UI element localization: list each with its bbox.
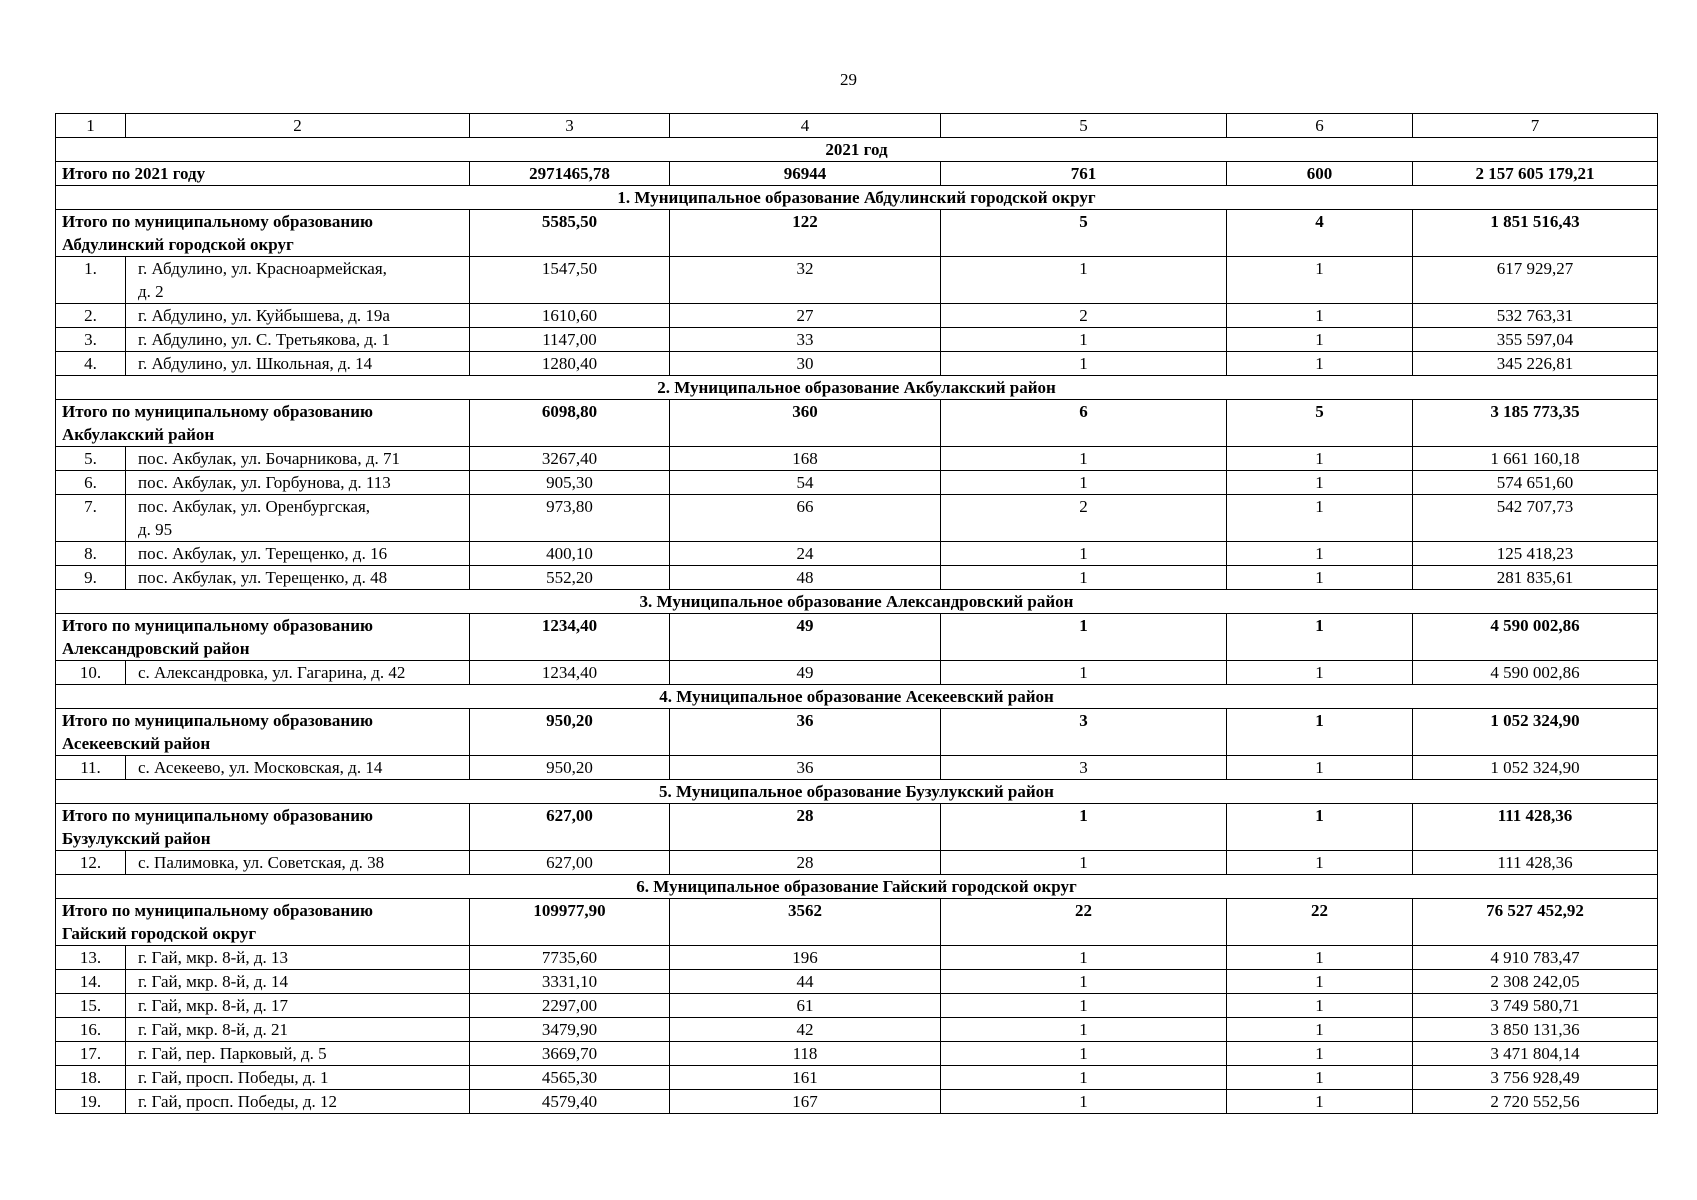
section-title-row (56, 186, 1658, 210)
row-c4: 30 (670, 352, 941, 376)
row-c7: 355 597,04 (1413, 328, 1658, 352)
row-c3: 1280,40 (470, 352, 670, 376)
section-title-row (56, 780, 1658, 804)
row-address (126, 756, 470, 780)
row-address (126, 1066, 470, 1090)
row-c7: 2 720 552,56 (1413, 1090, 1658, 1114)
row-address-line-1: г. Гай, пер. Парковый, д. 5 (138, 1044, 327, 1063)
row-c6: 1 (1227, 447, 1413, 471)
row-c6: 1 (1227, 566, 1413, 590)
section-total-row (56, 899, 1658, 946)
table-row (56, 257, 1658, 304)
row-address (126, 495, 470, 542)
row-number: 1. (56, 257, 126, 304)
row-address-line-1: г. Гай, мкр. 8-й, д. 17 (138, 996, 289, 1015)
row-c3: 7735,60 (470, 946, 670, 970)
row-c4: 118 (670, 1042, 941, 1066)
section-total-c4: 360 (670, 400, 941, 447)
section-total-label (56, 210, 470, 257)
row-number: 14. (56, 970, 126, 994)
section-title-row (56, 376, 1658, 400)
row-c4: 42 (670, 1018, 941, 1042)
row-c7: 617 929,27 (1413, 257, 1658, 304)
section-total-row (56, 400, 1658, 447)
row-number: 16. (56, 1018, 126, 1042)
section-total-c4: 36 (670, 709, 941, 756)
page-number: 29 (840, 70, 857, 89)
row-c5: 1 (941, 328, 1227, 352)
row-number: 18. (56, 1066, 126, 1090)
section-total-label (56, 400, 470, 447)
row-c6: 1 (1227, 257, 1413, 304)
section-total-c6: 22 (1227, 899, 1413, 946)
row-c7: 3 850 131,36 (1413, 1018, 1658, 1042)
row-c3: 3669,70 (470, 1042, 670, 1066)
row-c4: 61 (670, 994, 941, 1018)
row-c7: 345 226,81 (1413, 352, 1658, 376)
section-title: 3. Муниципальное образование Александровский район (56, 590, 1658, 614)
section-total-c4: 28 (670, 804, 941, 851)
row-c6: 1 (1227, 756, 1413, 780)
section-total-label-line-2: Акбулакский район (62, 425, 215, 444)
column-number: 3 (470, 114, 670, 138)
row-address-line-1: пос. Акбулак, ул. Бочарникова, д. 71 (138, 449, 400, 468)
section-total-c7: 1 052 324,90 (1413, 709, 1658, 756)
row-c5: 1 (941, 1066, 1227, 1090)
row-c4: 36 (670, 756, 941, 780)
row-c5: 2 (941, 304, 1227, 328)
row-c6: 1 (1227, 994, 1413, 1018)
row-c7: 3 471 804,14 (1413, 1042, 1658, 1066)
section-total-label-line-1: Итого по муниципальному образованию (62, 402, 373, 421)
row-address (126, 328, 470, 352)
column-number: 4 (670, 114, 941, 138)
row-address (126, 851, 470, 875)
grand-total-c6: 600 (1227, 162, 1413, 186)
column-number-row (56, 114, 1658, 138)
row-address (126, 661, 470, 685)
row-c6: 1 (1227, 542, 1413, 566)
row-c3: 1547,50 (470, 257, 670, 304)
row-address-line-1: с. Асекеево, ул. Московская, д. 14 (138, 758, 383, 777)
row-c4: 48 (670, 566, 941, 590)
row-number: 5. (56, 447, 126, 471)
row-address-line-2: д. 95 (138, 520, 173, 539)
row-c7: 2 308 242,05 (1413, 970, 1658, 994)
section-total-label (56, 804, 470, 851)
section-total-label-line-2: Гайский городской округ (62, 924, 257, 943)
column-number: 1 (56, 114, 126, 138)
table-row (56, 756, 1658, 780)
row-c6: 1 (1227, 970, 1413, 994)
column-number: 5 (941, 114, 1227, 138)
row-c3: 905,30 (470, 471, 670, 495)
section-total-c3: 6098,80 (470, 400, 670, 447)
section-title-row (56, 875, 1658, 899)
row-number: 13. (56, 946, 126, 970)
row-c3: 552,20 (470, 566, 670, 590)
row-address (126, 542, 470, 566)
section-title: 4. Муниципальное образование Асекеевский район (56, 685, 1658, 709)
section-total-c5: 6 (941, 400, 1227, 447)
section-total-row (56, 210, 1658, 257)
table-row (56, 471, 1658, 495)
section-total-c6: 4 (1227, 210, 1413, 257)
grand-total-c7: 2 157 605 179,21 (1413, 162, 1658, 186)
table-row (56, 970, 1658, 994)
row-c7: 281 835,61 (1413, 566, 1658, 590)
section-title-row (56, 590, 1658, 614)
table-row (56, 946, 1658, 970)
section-total-c4: 49 (670, 614, 941, 661)
row-c4: 32 (670, 257, 941, 304)
table-row (56, 304, 1658, 328)
row-c7: 3 749 580,71 (1413, 994, 1658, 1018)
section-total-c6: 1 (1227, 709, 1413, 756)
section-total-c3: 109977,90 (470, 899, 670, 946)
section-total-label (56, 899, 470, 946)
row-c5: 1 (941, 1090, 1227, 1114)
section-total-c6: 1 (1227, 614, 1413, 661)
section-total-c3: 950,20 (470, 709, 670, 756)
row-number: 10. (56, 661, 126, 685)
row-address-line-1: г. Гай, мкр. 8-й, д. 21 (138, 1020, 289, 1039)
row-c6: 1 (1227, 471, 1413, 495)
table-row (56, 542, 1658, 566)
section-total-c5: 1 (941, 804, 1227, 851)
row-address-line-1: пос. Акбулак, ул. Терещенко, д. 16 (138, 544, 388, 563)
section-total-label-line-2: Абдулинский городской округ (62, 235, 294, 254)
housing-table (55, 113, 1658, 1114)
row-c4: 27 (670, 304, 941, 328)
section-total-c5: 22 (941, 899, 1227, 946)
section-total-label-line-1: Итого по муниципальному образованию (62, 806, 373, 825)
row-c4: 49 (670, 661, 941, 685)
section-total-label-line-2: Александровский район (62, 639, 250, 658)
row-c4: 161 (670, 1066, 941, 1090)
row-address (126, 257, 470, 304)
section-total-label-line-2: Бузулукский район (62, 829, 211, 848)
row-address-line-1: г. Абдулино, ул. С. Третьякова, д. 1 (138, 330, 391, 349)
row-c4: 24 (670, 542, 941, 566)
row-c3: 1610,60 (470, 304, 670, 328)
row-c6: 1 (1227, 1018, 1413, 1042)
row-number: 15. (56, 994, 126, 1018)
row-c7: 1 661 160,18 (1413, 447, 1658, 471)
row-c7: 532 763,31 (1413, 304, 1658, 328)
row-address (126, 946, 470, 970)
row-c3: 3479,90 (470, 1018, 670, 1042)
row-c5: 1 (941, 1042, 1227, 1066)
grand-total-c5: 761 (941, 162, 1227, 186)
section-title: 1. Муниципальное образование Абдулинский городской округ (56, 186, 1658, 210)
section-total-c7: 1 851 516,43 (1413, 210, 1658, 257)
row-address-line-1: пос. Акбулак, ул. Горбунова, д. 113 (138, 473, 391, 492)
section-total-label-line-1: Итого по муниципальному образованию (62, 901, 373, 920)
row-c3: 627,00 (470, 851, 670, 875)
section-total-label-line-1: Итого по муниципальному образованию (62, 711, 373, 730)
section-total-c4: 3562 (670, 899, 941, 946)
section-total-label-line-1: Итого по муниципальному образованию (62, 212, 373, 231)
row-number: 9. (56, 566, 126, 590)
row-address-line-1: г. Гай, просп. Победы, д. 12 (138, 1092, 338, 1111)
row-address-line-1: пос. Акбулак, ул. Оренбургская, (138, 497, 371, 516)
row-c3: 400,10 (470, 542, 670, 566)
section-total-c7: 4 590 002,86 (1413, 614, 1658, 661)
row-c4: 167 (670, 1090, 941, 1114)
row-address (126, 1090, 470, 1114)
row-address (126, 352, 470, 376)
row-c5: 3 (941, 756, 1227, 780)
row-c4: 33 (670, 328, 941, 352)
table-row (56, 495, 1658, 542)
row-address-line-2: д. 2 (138, 282, 164, 301)
section-total-c7: 76 527 452,92 (1413, 899, 1658, 946)
row-address (126, 566, 470, 590)
table-row (56, 1090, 1658, 1114)
row-address-line-1: г. Гай, мкр. 8-й, д. 13 (138, 948, 289, 967)
section-total-c4: 122 (670, 210, 941, 257)
table-row (56, 352, 1658, 376)
row-address (126, 994, 470, 1018)
row-c5: 2 (941, 495, 1227, 542)
row-c4: 168 (670, 447, 941, 471)
section-total-label-line-2: Асекеевский район (62, 734, 211, 753)
table-row (56, 566, 1658, 590)
table-row (56, 1066, 1658, 1090)
row-c7: 111 428,36 (1413, 851, 1658, 875)
row-address (126, 304, 470, 328)
grand-total-c4: 96944 (670, 162, 941, 186)
row-number: 12. (56, 851, 126, 875)
row-c6: 1 (1227, 495, 1413, 542)
section-total-c6: 1 (1227, 804, 1413, 851)
row-c5: 1 (941, 946, 1227, 970)
row-c6: 1 (1227, 1042, 1413, 1066)
row-c4: 28 (670, 851, 941, 875)
row-c7: 3 756 928,49 (1413, 1066, 1658, 1090)
row-c6: 1 (1227, 304, 1413, 328)
section-total-c3: 5585,50 (470, 210, 670, 257)
row-c4: 196 (670, 946, 941, 970)
row-address-line-1: г. Абдулино, ул. Куйбышева, д. 19а (138, 306, 390, 325)
row-c6: 1 (1227, 328, 1413, 352)
row-c7: 125 418,23 (1413, 542, 1658, 566)
row-c5: 1 (941, 542, 1227, 566)
table-row (56, 328, 1658, 352)
row-c3: 973,80 (470, 495, 670, 542)
table-row (56, 994, 1658, 1018)
section-total-c5: 1 (941, 614, 1227, 661)
row-c6: 1 (1227, 1090, 1413, 1114)
row-number: 6. (56, 471, 126, 495)
row-c5: 1 (941, 352, 1227, 376)
row-address (126, 1042, 470, 1066)
row-number: 19. (56, 1090, 126, 1114)
column-number: 2 (126, 114, 470, 138)
section-total-c3: 1234,40 (470, 614, 670, 661)
section-total-row (56, 709, 1658, 756)
row-address (126, 447, 470, 471)
row-c3: 4579,40 (470, 1090, 670, 1114)
row-number: 8. (56, 542, 126, 566)
section-total-c5: 5 (941, 210, 1227, 257)
section-total-label (56, 709, 470, 756)
section-title: 6. Муниципальное образование Гайский городской округ (56, 875, 1658, 899)
grand-total-c3: 2971465,78 (470, 162, 670, 186)
table-row (56, 661, 1658, 685)
year-label: 2021 год (56, 138, 1658, 162)
row-c6: 1 (1227, 352, 1413, 376)
row-c5: 1 (941, 970, 1227, 994)
row-c5: 1 (941, 471, 1227, 495)
row-c7: 4 910 783,47 (1413, 946, 1658, 970)
section-total-label (56, 614, 470, 661)
section-total-c7: 3 185 773,35 (1413, 400, 1658, 447)
row-address-line-1: г. Абдулино, ул. Школьная, д. 14 (138, 354, 373, 373)
row-c3: 950,20 (470, 756, 670, 780)
row-c6: 1 (1227, 661, 1413, 685)
row-c7: 1 052 324,90 (1413, 756, 1658, 780)
year-row (56, 138, 1658, 162)
section-total-c7: 111 428,36 (1413, 804, 1658, 851)
row-c3: 3267,40 (470, 447, 670, 471)
section-total-c3: 627,00 (470, 804, 670, 851)
row-c3: 1147,00 (470, 328, 670, 352)
row-c5: 1 (941, 566, 1227, 590)
row-c7: 574 651,60 (1413, 471, 1658, 495)
row-c5: 1 (941, 257, 1227, 304)
row-c5: 1 (941, 851, 1227, 875)
table-body (56, 114, 1658, 1114)
row-c5: 1 (941, 661, 1227, 685)
row-address-line-1: с. Александровка, ул. Гагарина, д. 42 (138, 663, 406, 682)
row-c5: 1 (941, 994, 1227, 1018)
row-number: 4. (56, 352, 126, 376)
row-address-line-1: г. Гай, мкр. 8-й, д. 14 (138, 972, 289, 991)
row-c6: 1 (1227, 946, 1413, 970)
row-address-line-1: с. Палимовка, ул. Советская, д. 38 (138, 853, 385, 872)
row-c5: 1 (941, 447, 1227, 471)
row-number: 2. (56, 304, 126, 328)
row-c3: 2297,00 (470, 994, 670, 1018)
row-address-line-1: пос. Акбулак, ул. Терещенко, д. 48 (138, 568, 388, 587)
row-c7: 542 707,73 (1413, 495, 1658, 542)
section-title: 2. Муниципальное образование Акбулакский район (56, 376, 1658, 400)
row-c3: 4565,30 (470, 1066, 670, 1090)
row-address-line-1: г. Абдулино, ул. Красноармейская, (138, 259, 387, 278)
table-row (56, 1042, 1658, 1066)
section-total-label-line-1: Итого по муниципальному образованию (62, 616, 373, 635)
row-c4: 66 (670, 495, 941, 542)
row-c3: 1234,40 (470, 661, 670, 685)
section-total-row (56, 804, 1658, 851)
column-number: 6 (1227, 114, 1413, 138)
row-number: 17. (56, 1042, 126, 1066)
row-c4: 54 (670, 471, 941, 495)
row-c6: 1 (1227, 1066, 1413, 1090)
grand-total-label: Итого по 2021 году (56, 162, 470, 186)
table-row (56, 851, 1658, 875)
row-number: 3. (56, 328, 126, 352)
section-title: 5. Муниципальное образование Бузулукский район (56, 780, 1658, 804)
table-row (56, 447, 1658, 471)
row-address-line-1: г. Гай, просп. Победы, д. 1 (138, 1068, 329, 1087)
row-address (126, 1018, 470, 1042)
table-row (56, 1018, 1658, 1042)
row-c3: 3331,10 (470, 970, 670, 994)
row-number: 11. (56, 756, 126, 780)
section-title-row (56, 685, 1658, 709)
grand-total-row (56, 162, 1658, 186)
row-address (126, 471, 470, 495)
section-total-c6: 5 (1227, 400, 1413, 447)
row-c7: 4 590 002,86 (1413, 661, 1658, 685)
column-number: 7 (1413, 114, 1658, 138)
row-number: 7. (56, 495, 126, 542)
row-c5: 1 (941, 1018, 1227, 1042)
row-c4: 44 (670, 970, 941, 994)
section-total-row (56, 614, 1658, 661)
row-c6: 1 (1227, 851, 1413, 875)
section-total-c5: 3 (941, 709, 1227, 756)
row-address (126, 970, 470, 994)
